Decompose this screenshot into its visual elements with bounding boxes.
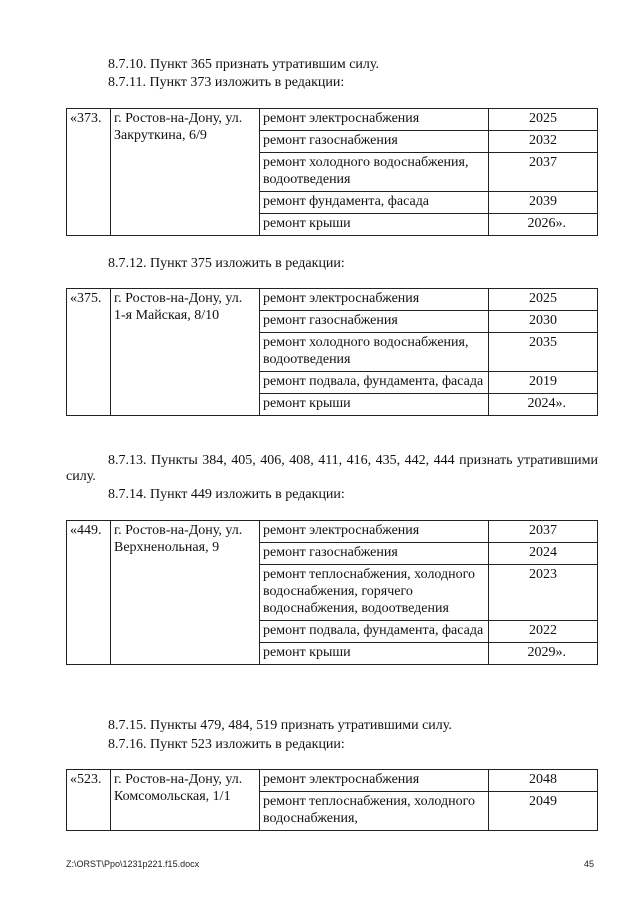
work-year: 2025 bbox=[489, 109, 598, 131]
work-year: 2022 bbox=[489, 621, 598, 643]
item-number: «375. bbox=[67, 289, 111, 416]
work-type: ремонт крыши bbox=[260, 643, 489, 665]
work-year: 2024». bbox=[489, 394, 598, 416]
paragraph-8-7-13: 8.7.13. Пункты 384, 405, 406, 408, 411, 416, 435, 442, 444 признать утратившими силу. bbox=[66, 453, 598, 484]
item-address: г. Ростов-на-Дону, ул. Верхненольная, 9 bbox=[111, 521, 260, 665]
work-year: 2048 bbox=[489, 770, 598, 792]
item-number: «449. bbox=[67, 521, 111, 665]
work-type: ремонт газоснабжения bbox=[260, 311, 489, 333]
work-year: 2049 bbox=[489, 792, 598, 831]
work-type: ремонт электроснабжения bbox=[260, 770, 489, 792]
work-year: 2030 bbox=[489, 311, 598, 333]
work-year: 2039 bbox=[489, 192, 598, 214]
item-address: г. Ростов-на-Дону, ул. Закруткина, 6/9 bbox=[111, 109, 260, 236]
table-item-375 bbox=[66, 288, 598, 416]
work-type: ремонт крыши bbox=[260, 214, 489, 236]
table-row bbox=[67, 770, 598, 792]
item-number: «373. bbox=[67, 109, 111, 236]
work-year: 2037 bbox=[489, 521, 598, 543]
table-row bbox=[67, 289, 598, 311]
work-year: 2024 bbox=[489, 543, 598, 565]
work-type: ремонт электроснабжения bbox=[260, 289, 489, 311]
paragraph-8-7-15: 8.7.15. Пункты 479, 484, 519 признать утратившими силу. bbox=[108, 718, 452, 733]
work-type: ремонт газоснабжения bbox=[260, 543, 489, 565]
work-type: ремонт фундамента, фасада bbox=[260, 192, 489, 214]
paragraph-8-7-12: 8.7.12. Пункт 375 изложить в редакции: bbox=[108, 256, 345, 271]
paragraph-8-7-10: 8.7.10. Пункт 365 признать утратившим силу. bbox=[108, 57, 379, 72]
item-number: «523. bbox=[67, 770, 111, 831]
work-year: 2032 bbox=[489, 131, 598, 153]
work-type: ремонт холодного водоснабжения, водоотведения bbox=[260, 333, 489, 372]
work-type: ремонт газоснабжения bbox=[260, 131, 489, 153]
table-item-373 bbox=[66, 108, 598, 236]
work-year: 2026». bbox=[489, 214, 598, 236]
work-year: 2037 bbox=[489, 153, 598, 192]
work-year: 2019 bbox=[489, 372, 598, 394]
table-row bbox=[67, 109, 598, 131]
work-year: 2025 bbox=[489, 289, 598, 311]
footer-file-path: Z:\ORST\Ppo\1231p221.f15.docx bbox=[66, 859, 200, 869]
table-item-523 bbox=[66, 769, 598, 831]
work-year: 2023 bbox=[489, 565, 598, 621]
item-address: г. Ростов-на-Дону, ул. 1-я Майская, 8/10 bbox=[111, 289, 260, 416]
paragraph-8-7-16: 8.7.16. Пункт 523 изложить в редакции: bbox=[108, 737, 345, 752]
work-type: ремонт подвала, фундамента, фасада bbox=[260, 372, 489, 394]
table-row bbox=[67, 521, 598, 543]
paragraph-8-7-11: 8.7.11. Пункт 373 изложить в редакции: bbox=[108, 75, 345, 90]
work-year: 2035 bbox=[489, 333, 598, 372]
work-type: ремонт крыши bbox=[260, 394, 489, 416]
work-type: ремонт подвала, фундамента, фасада bbox=[260, 621, 489, 643]
work-type: ремонт теплоснабжения, холодного водоснабжения, горячего водоснабжения, водоотведения bbox=[260, 565, 489, 621]
work-type: ремонт теплоснабжения, холодного водоснабжения, bbox=[260, 792, 489, 831]
paragraph-8-7-14: 8.7.14. Пункт 449 изложить в редакции: bbox=[108, 487, 345, 502]
table-item-449 bbox=[66, 520, 598, 665]
item-address: г. Ростов-на-Дону, ул. Комсомольская, 1/1 bbox=[111, 770, 260, 831]
work-type: ремонт холодного водоснабжения, водоотведения bbox=[260, 153, 489, 192]
footer-page-number: 45 bbox=[584, 859, 595, 869]
work-type: ремонт электроснабжения bbox=[260, 109, 489, 131]
work-year: 2029». bbox=[489, 643, 598, 665]
work-type: ремонт электроснабжения bbox=[260, 521, 489, 543]
